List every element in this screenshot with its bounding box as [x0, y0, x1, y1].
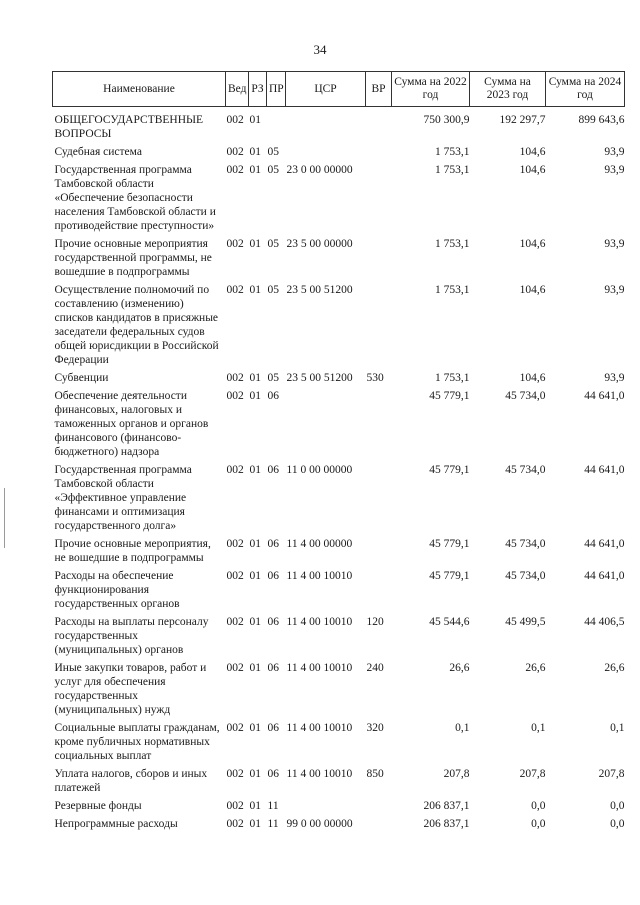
row-sum-2023: 104,6	[519, 238, 546, 250]
row-sum-2024: 0,0	[610, 800, 625, 812]
row-sum-2023: 0,1	[531, 722, 546, 734]
row-sum-2022: 45 779,1	[429, 464, 470, 476]
row-ved: 002	[226, 284, 244, 296]
table-row	[53, 567, 625, 613]
row-csr: 11 4 00 10010	[286, 768, 353, 780]
table-row	[53, 765, 625, 797]
row-sum-2022: 1 753,1	[435, 164, 470, 176]
row-sum-2024: 207,8	[598, 768, 625, 780]
row-ved: 002	[226, 114, 244, 126]
row-pr: 05	[267, 238, 279, 250]
row-sum-2023: 104,6	[519, 372, 546, 384]
row-sum-2024: 93,9	[604, 146, 625, 158]
row-ved: 002	[226, 164, 244, 176]
row-sum-2023: 45 734,0	[505, 538, 546, 550]
row-vr	[366, 161, 392, 235]
row-name: Расходы на обеспечение функционирования государственных органов	[54, 570, 180, 610]
row-ved: 002	[226, 570, 244, 582]
row-name: Непрограммные расходы	[54, 818, 178, 830]
row-sum-2024: 44 641,0	[584, 538, 625, 550]
row-vr: 530	[366, 372, 384, 384]
row-pr: 06	[267, 538, 279, 550]
row-sum-2024: 899 643,6	[578, 114, 625, 126]
row-rz: 01	[249, 372, 261, 384]
row-vr	[366, 815, 392, 833]
row-pr: 06	[267, 570, 279, 582]
header-name: Наименование	[53, 72, 226, 107]
page-number: 34	[313, 42, 327, 57]
row-name: Субвенции	[54, 372, 109, 384]
row-sum-2023: 45 499,5	[505, 616, 546, 628]
row-pr: 06	[267, 616, 279, 628]
row-pr	[267, 107, 286, 144]
row-ved: 002	[226, 800, 244, 812]
row-rz: 01	[249, 662, 261, 674]
row-sum-2023: 207,8	[519, 768, 546, 780]
row-sum-2023: 104,6	[519, 146, 546, 158]
row-ved: 002	[226, 616, 244, 628]
row-ved: 002	[226, 372, 244, 384]
row-sum-2022: 26,6	[449, 662, 470, 674]
row-csr	[286, 387, 366, 461]
header-pr: ПР	[267, 72, 286, 107]
row-csr	[286, 107, 366, 144]
row-pr: 05	[267, 284, 279, 296]
row-ved: 002	[226, 768, 244, 780]
row-csr: 11 4 00 10010	[286, 722, 353, 734]
row-sum-2024: 44 641,0	[584, 464, 625, 476]
row-sum-2023: 26,6	[525, 662, 546, 674]
row-vr: 320	[366, 722, 384, 734]
table-row	[53, 235, 625, 281]
row-vr	[366, 281, 392, 369]
row-sum-2024: 44 641,0	[584, 390, 625, 402]
row-sum-2024: 0,0	[610, 818, 625, 830]
row-sum-2024: 93,9	[604, 284, 625, 296]
row-sum-2023: 0,0	[531, 800, 546, 812]
row-csr: 11 0 00 00000	[286, 464, 353, 476]
row-sum-2023: 45 734,0	[505, 390, 546, 402]
row-name: Резервные фонды	[54, 800, 142, 812]
row-csr: 11 4 00 10010	[286, 662, 353, 674]
row-rz: 01	[249, 800, 261, 812]
row-name: Обеспечение деятельности финансовых, налоговых и таможенных органов и органов финансового (финансово-бюджетного) надзора	[54, 390, 209, 458]
row-name: Прочие основные мероприятия, не вошедшие в подпрограммы	[54, 538, 211, 564]
row-rz: 01	[249, 818, 261, 830]
row-pr: 11	[267, 818, 279, 830]
row-ved: 002	[226, 390, 244, 402]
row-sum-2023: 0,0	[531, 818, 546, 830]
table-row	[53, 815, 625, 833]
row-vr	[366, 235, 392, 281]
row-vr	[366, 143, 392, 161]
row-sum-2022: 45 779,1	[429, 538, 470, 550]
row-csr: 23 5 00 51200	[286, 372, 353, 384]
row-pr: 06	[267, 662, 279, 674]
row-csr	[286, 143, 366, 161]
row-csr: 99 0 00 00000	[286, 818, 353, 830]
row-rz: 01	[249, 390, 261, 402]
row-sum-2024: 93,9	[604, 372, 625, 384]
row-rz: 01	[249, 570, 261, 582]
row-sum-2022: 206 837,1	[423, 818, 470, 830]
row-vr: 850	[366, 768, 384, 780]
row-ved: 002	[226, 464, 244, 476]
table-row	[53, 281, 625, 369]
row-name: Уплата налогов, сборов и иных платежей	[54, 768, 208, 794]
header-vr: ВР	[366, 72, 392, 107]
table-row	[53, 369, 625, 387]
row-sum-2023: 192 297,7	[499, 114, 546, 126]
row-pr: 06	[267, 390, 279, 402]
row-ved: 002	[226, 538, 244, 550]
row-ved: 002	[226, 662, 244, 674]
row-name: Прочие основные мероприятия государственной программы, не вошедшие в подпрограммы	[54, 238, 212, 278]
row-sum-2022: 206 837,1	[423, 800, 470, 812]
header-ved: Вед	[226, 72, 249, 107]
table-row	[53, 107, 625, 144]
row-vr	[366, 461, 392, 535]
row-vr: 240	[366, 662, 384, 674]
row-sum-2022: 0,1	[455, 722, 470, 734]
row-csr: 11 4 00 00000	[286, 538, 353, 550]
row-sum-2022: 1 753,1	[435, 238, 470, 250]
row-name: Осуществление полномочий по составлению (изменению) списков кандидатов в присяжные заседатели федеральных судов общей юрисдикции в Российской Федерации	[54, 284, 219, 366]
header-sum-2024: Сумма на 2024 год	[546, 72, 625, 107]
table-row	[53, 387, 625, 461]
row-name: Расходы на выплаты персоналу государственных (муниципальных) органов	[54, 616, 209, 656]
row-sum-2023: 45 734,0	[505, 570, 546, 582]
row-csr: 23 5 00 00000	[286, 238, 353, 250]
row-sum-2023: 104,6	[519, 284, 546, 296]
table-row	[53, 535, 625, 567]
header-csr: ЦСР	[286, 72, 366, 107]
row-name: Судебная система	[54, 146, 142, 158]
row-ved: 002	[226, 722, 244, 734]
row-csr: 11 4 00 10010	[286, 570, 353, 582]
row-sum-2024: 44 406,5	[584, 616, 625, 628]
row-sum-2022: 45 544,6	[429, 616, 470, 628]
row-sum-2022: 1 753,1	[435, 146, 470, 158]
scan-artifact-line	[4, 488, 5, 548]
row-sum-2024: 93,9	[604, 164, 625, 176]
row-sum-2022: 45 779,1	[429, 570, 470, 582]
row-ved: 002	[226, 238, 244, 250]
row-ved: 002	[226, 146, 244, 158]
table-row	[53, 613, 625, 659]
row-sum-2023: 45 734,0	[505, 464, 546, 476]
row-rz: 01	[249, 146, 261, 158]
row-sum-2024: 93,9	[604, 238, 625, 250]
row-vr: 120	[366, 616, 384, 628]
row-rz: 01	[249, 616, 261, 628]
row-csr	[286, 797, 366, 815]
table-row	[53, 659, 625, 719]
header-sum-2023: Сумма на 2023 год	[470, 72, 546, 107]
row-name: Иные закупки товаров, работ и услуг для обеспечения государственных (муниципальных) нужд	[54, 662, 207, 716]
table-row	[53, 461, 625, 535]
row-vr	[366, 107, 392, 144]
row-vr	[366, 567, 392, 613]
row-pr: 11	[267, 800, 279, 812]
row-csr: 11 4 00 10010	[286, 616, 353, 628]
row-csr: 23 0 00 00000	[286, 164, 353, 176]
table-header-row	[53, 72, 625, 107]
row-pr: 05	[267, 372, 279, 384]
row-name: Социальные выплаты гражданам, кроме публичных нормативных социальных выплат	[54, 722, 220, 762]
row-sum-2023: 104,6	[519, 164, 546, 176]
row-name: ОБЩЕГОСУДАРСТВЕННЫЕ ВОПРОСЫ	[54, 114, 204, 140]
row-pr: 06	[267, 768, 279, 780]
row-sum-2024: 26,6	[604, 662, 625, 674]
row-sum-2022: 750 300,9	[423, 114, 470, 126]
row-rz: 01	[249, 538, 261, 550]
row-sum-2022: 1 753,1	[435, 284, 470, 296]
header-rz: РЗ	[249, 72, 267, 107]
row-rz: 01	[249, 284, 261, 296]
row-rz: 01	[249, 164, 261, 176]
row-pr: 05	[267, 146, 279, 158]
row-name: Государственная программа Тамбовской области «Обеспечение безопасности населения Тамбовской области и противодействие преступности»	[54, 164, 216, 232]
row-name: Государственная программа Тамбовской области «Эффективное управление финансами и оптимизация государственного долга»	[54, 464, 192, 532]
table-row	[53, 719, 625, 765]
row-sum-2024: 44 641,0	[584, 570, 625, 582]
row-vr	[366, 387, 392, 461]
row-ved: 002	[226, 818, 244, 830]
budget-table	[52, 71, 625, 833]
row-pr: 05	[267, 164, 279, 176]
row-rz: 01	[249, 114, 261, 126]
row-pr: 06	[267, 464, 279, 476]
row-sum-2024: 0,1	[610, 722, 625, 734]
table-row	[53, 143, 625, 161]
row-csr: 23 5 00 51200	[286, 284, 353, 296]
row-vr	[366, 535, 392, 567]
row-pr: 06	[267, 722, 279, 734]
row-rz: 01	[249, 768, 261, 780]
row-rz: 01	[249, 238, 261, 250]
row-sum-2022: 1 753,1	[435, 372, 470, 384]
table-row	[53, 797, 625, 815]
table-row	[53, 161, 625, 235]
row-sum-2022: 207,8	[443, 768, 470, 780]
row-vr	[366, 797, 392, 815]
row-sum-2022: 45 779,1	[429, 390, 470, 402]
row-rz: 01	[249, 722, 261, 734]
row-rz: 01	[249, 464, 261, 476]
header-sum-2022: Сумма на 2022 год	[392, 72, 470, 107]
